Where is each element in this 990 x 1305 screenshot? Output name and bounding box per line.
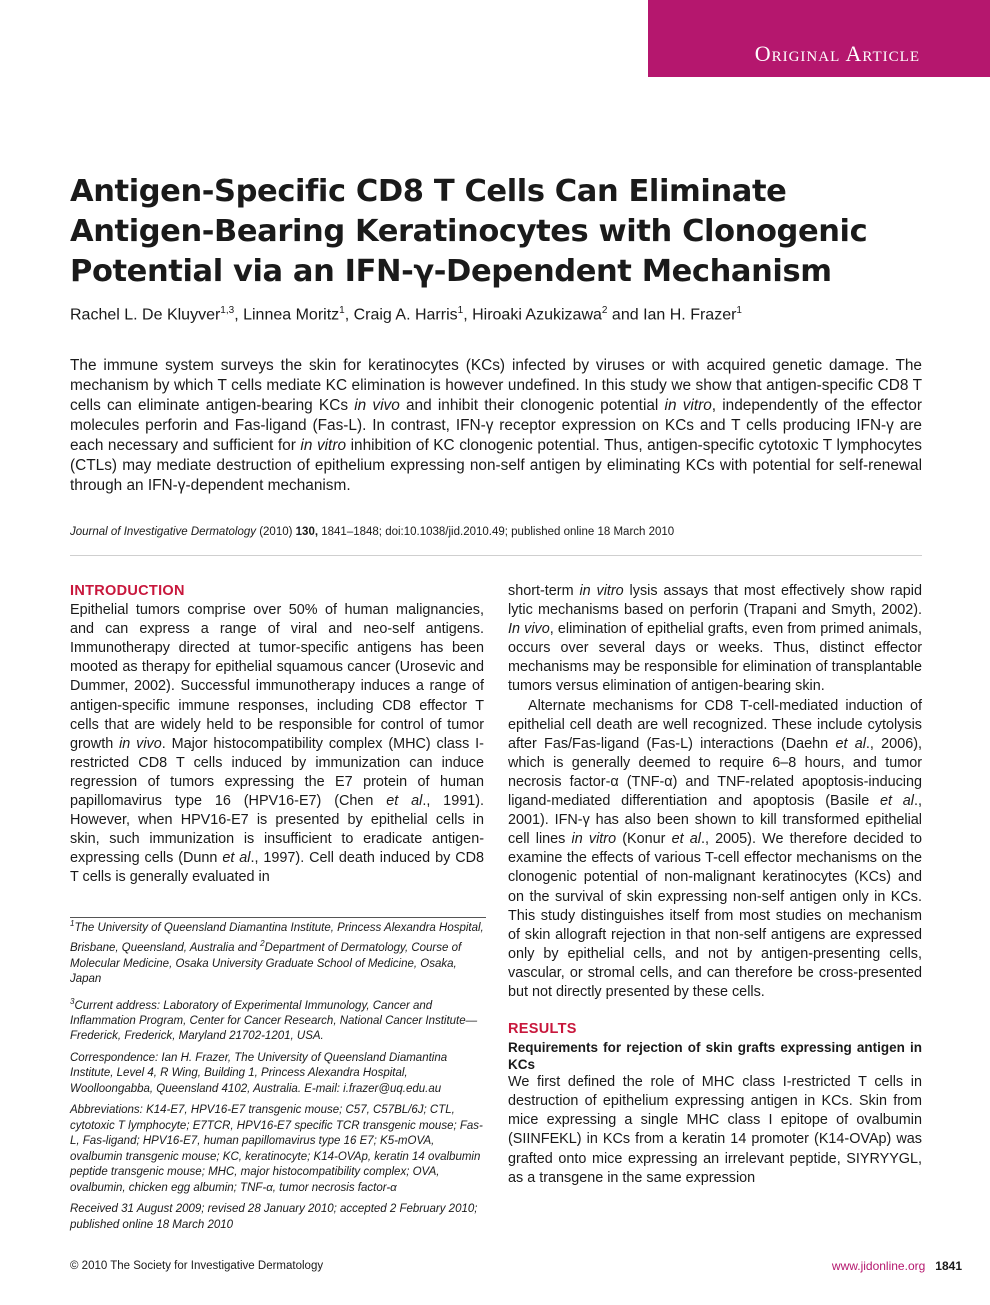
- footnote-marker: 1: [70, 919, 75, 928]
- citation-details: 1841–1848; doi:10.1038/jid.2010.49; published online 18 March 2010: [318, 526, 675, 538]
- body-text: . Major histocompatibility complex (MHC) class I-restricted CD8 T cells induced by immunization can induce regression of tumors expressing the E7 protein of human papillomavirus type 16 (HPV16-E7) (Chen: [70, 735, 484, 810]
- right-column: [508, 582, 922, 1188]
- author-name: Craig A. Harris: [353, 306, 458, 324]
- abstract-italic: in vitro: [664, 397, 712, 414]
- body-italic: et al: [671, 831, 701, 848]
- author-name: Linnea Moritz: [243, 306, 340, 324]
- body-italic: in vitro: [579, 583, 624, 599]
- author-separator: and: [607, 306, 644, 324]
- body-text: ., 1997). Cell death induced by CD8 T cells is generally evaluated in: [70, 850, 484, 886]
- correspondence-footnote: Correspondence: Ian H. Frazer, The University of Queensland Diamantina Institute, Level 4, R Wing, Building 1, Princess Alexandra Hospital, Woolloongabba, Queensland 4102, Australia. E-mail: i.frazer@uq.edu.au: [70, 1051, 448, 1095]
- introduction-heading: INTRODUCTION: [70, 583, 185, 599]
- abstract-italic: in vivo: [354, 397, 400, 414]
- left-column: [70, 582, 484, 888]
- citation-volume: 130,: [295, 526, 319, 538]
- author-separator: ,: [463, 306, 473, 324]
- body-text: ., 2006), which is generally deemed to require 6–8 hours, and tumor necrosis factor-α (TNF-α) and TNF-related apoptosis-inducing ligand-mediated differentiation and apoptosis (Basile: [508, 735, 922, 810]
- abstract-text: inhibition of KC clonogenic potential. Thus, antigen-specific cytotoxic T lymphocytes (CTLs) may mediate destruction of epithelium expressing non-self antigen by eliminating KCs with potential for self-renewal through an IFN-γ-dependent mechanism.: [70, 437, 923, 494]
- author-name: Hiroaki Azukizawa: [472, 306, 602, 324]
- article-type-label: Original Article: [754, 41, 920, 66]
- page-number: 1841: [935, 1259, 962, 1273]
- footnote-text: The University of Queensland Diamantina Institute, Princess Alexandra Hospital, Brisbane, Queensland, Australia and: [70, 921, 484, 955]
- footnote-text: Department of Dermatology, Course of Molecular Medicine, Osaka University Graduate School of Medicine, Osaka, Japan: [70, 942, 462, 986]
- abstract-text: and inhibit their clonogenic potential: [399, 397, 665, 414]
- body-text: ., 2001). IFN-γ has also been shown to kill transformed epithelial cell lines: [508, 793, 922, 848]
- page-footer: [832, 1259, 962, 1273]
- title-line-1: Antigen-Specific CD8 T Cells Can Eliminate: [70, 174, 787, 209]
- citation-year: (2010): [256, 526, 296, 538]
- received-dates-footnote: Received 31 August 2009; revised 28 January 2010; accepted 2 February 2010; published online 18 March 2010: [70, 1203, 478, 1231]
- abstract-italic: in vitro: [300, 437, 347, 454]
- footnote-text: Current address: Laboratory of Experimental Immunology, Cancer and Inflammation Program, Center for Cancer Research, National Cancer Institute—Frederick, Frederick, Maryland 21702-1201, USA.: [70, 999, 478, 1043]
- author-separator: ,: [344, 306, 354, 324]
- body-text: , elimination of epithelial grafts, even from primed animals, occurs over several days or weeks. Thus, distinct effector mechanisms may be responsible for elimination of transplantable tumors versus elimination of antigen-bearing skin.: [508, 621, 922, 695]
- body-italic: et al: [386, 793, 423, 810]
- body-text: lysis assays that most effectively show rapid lytic mechanisms based on perforin (Trapani and Smyth, 2002).: [508, 583, 922, 619]
- abstract-text: , independently of the effector molecules perforin and Fas-ligand (Fas-L). In contrast, IFN-γ receptor expression on KCs and T cells producing IFN-γ are each necessary and sufficient for: [70, 397, 922, 454]
- body-italic: in vivo: [119, 735, 162, 752]
- author-affiliation: 1: [736, 305, 742, 316]
- body-italic: et al: [880, 793, 914, 810]
- body-text: (Konur: [616, 831, 672, 848]
- author-name: Rachel L. De Kluyver: [70, 306, 221, 324]
- author-affiliation: 2: [601, 305, 608, 316]
- affiliation-footnote: [70, 916, 486, 988]
- journal-url-link[interactable]: www.jidonline.org: [831, 1259, 926, 1273]
- footnote-marker: 3: [70, 996, 75, 1006]
- body-italic: et al: [222, 850, 251, 867]
- footnote-marker: 2: [260, 939, 265, 949]
- article-title: [70, 172, 930, 292]
- journal-citation: [70, 526, 674, 538]
- body-paragraph: [508, 582, 922, 697]
- author-name: Ian H. Frazer: [643, 306, 737, 324]
- title-line-3: Potential via an IFN-γ-Dependent Mechanism: [70, 254, 832, 289]
- abstract-text: The immune system surveys the skin for keratinocytes (KCs) infected by viruses or with acquired genetic damage. The mechanism by which T cells mediate KC elimination is however undefined. In this study we show that antigen-specific CD8 T cells can eliminate antigen-bearing KCs: [70, 357, 922, 414]
- introduction-paragraph: [70, 601, 484, 887]
- results-heading: RESULTS: [508, 1021, 577, 1038]
- author-list: [70, 305, 742, 324]
- author-affiliation: 1,3: [220, 305, 235, 316]
- title-line-2: Antigen-Bearing Keratinocytes with Clonogenic: [70, 214, 868, 249]
- body-paragraph: [508, 697, 922, 1003]
- body-italic: et al: [835, 735, 866, 752]
- body-text: Alternate mechanisms for CD8 T-cell-mediated induction of epithelial cell death are well recognized. These include cytolysis after Fas/Fas-ligand (Fas-L) interactions (Daehn: [508, 697, 922, 752]
- body-text: ., 1991). However, when HPV16-E7 is presented by epithelial cells in skin, such immunization is insufficient to eradicate antigen-expressing cells (Dunn: [70, 793, 484, 867]
- body-text: Epithelial tumors comprise over 50% of human malignancies, and can express a range of viral and neo-self antigens. Immunotherapy directed at tumor-specific antigens has been mooted as therapy for epithelial squamous cancer (Urosevic and Dummer, 2002). Successful immunotherapy induces a range of antigen-specific immune responses, including CD8 effector T cells that are widely held to be responsible for control of tumor growth: [70, 602, 484, 752]
- current-address-footnote: [70, 994, 486, 1045]
- body-paragraph: We first defined the role of MHC class I-restricted T cells in destruction of epithelium expressing antigen in KCs. Skin from mice expressing a single MHC class I epitope of ovalbumin (SIINFEKL) in KCs from a keratin 14 promoter (K14-OVAp) was grafted onto mice expressing an irrelevant peptide, SIYRYYGL, as a transgene in the same expression: [508, 1074, 922, 1186]
- article-type-banner: [648, 0, 990, 77]
- results-subheading: Requirements for rejection of skin grafts expressing antigen in KCs: [508, 1040, 922, 1073]
- author-separator: ,: [234, 306, 244, 324]
- body-text: ., 2005). We therefore decided to examine the effects of various T-cell effector mechanisms on the clonogenic potential of non-malignant keratinocytes (KCs) and on the survival of skin expressing non-self antigen only in KCs. This study distinguishes itself from most studies on mechanism of skin allograft rejection in that non-self antigens are expressed only by epithelial cells, and not by antigen-presenting cells, vascular, or stromal cells, and can therefore be cross-presented but not directly presented by these cells.: [508, 831, 922, 1000]
- copyright-notice: © 2010 The Society for Investigative Dermatology: [70, 1260, 324, 1272]
- body-italic: In vivo: [508, 621, 550, 638]
- abbreviations-footnote: Abbreviations: K14-E7, HPV16-E7 transgenic mouse; C57, C57BL/6J; CTL, cytotoxic T lymphocyte; E7TCR, HPV16-E7 specific TCR transgenic mouse; Fas-L, Fas-ligand; HPV16-E7, human papillomavirus type 16 E7; K5-mOVA, ovalbumin transgenic mouse; KC, keratinocyte; K14-OVAp, keratin 14 ovalbumin peptide transgenic mouse; MHC, major histocompatibility complex; OVA, ovalbumin, chicken egg albumin; TNF-α, tumor necrosis factor-α: [70, 1104, 483, 1194]
- author-affiliation: 1: [339, 305, 345, 316]
- body-text: short-term: [508, 583, 580, 599]
- section-divider: [70, 555, 922, 556]
- footnotes: [70, 916, 486, 1239]
- abstract: [70, 356, 922, 496]
- journal-name: Journal of Investigative Dermatology: [70, 526, 257, 538]
- author-affiliation: 1: [457, 305, 464, 316]
- body-italic: in vitro: [571, 831, 617, 848]
